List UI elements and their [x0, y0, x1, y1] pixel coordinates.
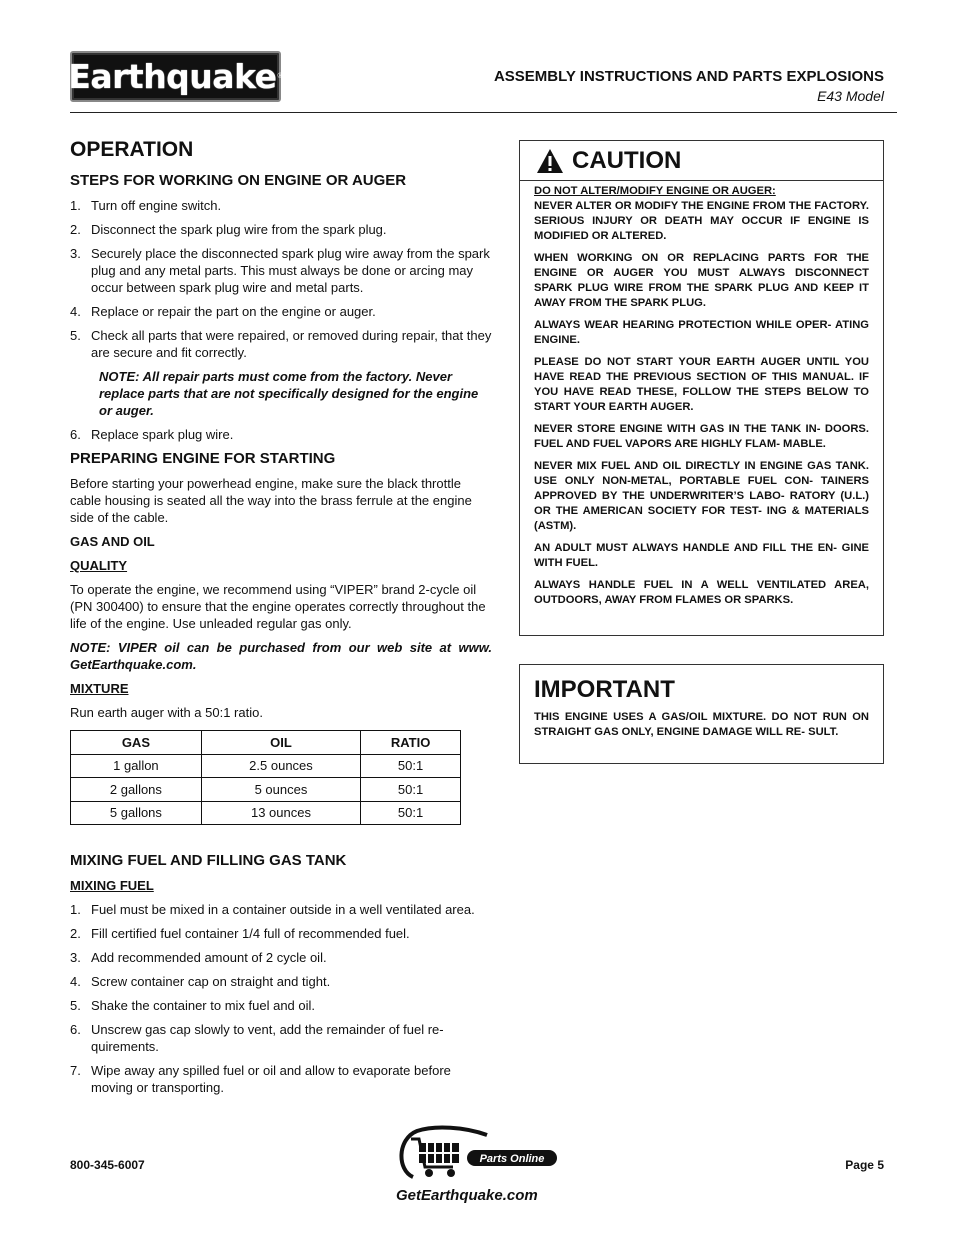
list-item: [70, 303, 492, 320]
table-cell: 1 gallon: [71, 754, 202, 778]
step-number: 5.: [70, 328, 81, 343]
step-text: Shake the container to mix fuel and oil.: [91, 998, 316, 1013]
list-item: [70, 426, 492, 443]
footer-phone: 800-345-6007: [70, 1158, 145, 1172]
step-text: Screw container cap on straight and tight.: [91, 974, 331, 989]
gas-oil-heading: GAS AND OIL: [70, 534, 155, 549]
registered-mark: ®: [277, 73, 283, 80]
caution-paragraph: ALWAYS HANDLE FUEL IN A WELL VENTILATED AREA, OUTDOORS, AWAY FROM FLAMES OR SPARKS.: [534, 579, 869, 606]
repair-parts-note: NOTE: All repair parts must come from the factory. Never replace parts that are not specifically designed for the engine or auger.: [99, 369, 479, 418]
step-number: 1.: [70, 902, 81, 917]
table-header-row: [71, 731, 461, 755]
steps-heading: STEPS FOR WORKING ON ENGINE OR AUGER: [70, 172, 407, 189]
warning-triangle-icon: [536, 148, 564, 174]
operation-title: OPERATION: [70, 138, 194, 161]
list-item: [70, 925, 492, 942]
step-text: Add recommended amount of 2 cycle oil.: [91, 950, 327, 965]
list-item: [70, 1062, 492, 1096]
step-number: 2.: [70, 926, 81, 941]
caution-paragraph: ALWAYS WEAR HEARING PROTECTION WHILE OPER- ATING ENGINE.: [534, 319, 869, 346]
table-cell: 2 gallons: [71, 778, 202, 802]
list-item: [70, 949, 492, 966]
list-item: [70, 901, 492, 918]
list-item: [70, 1021, 492, 1055]
caution-paragraph: AN ADULT MUST ALWAYS HANDLE AND FILL THE EN- GINE WITH FUEL.: [534, 542, 869, 569]
caution-box: [519, 140, 884, 636]
caution-paragraph: [534, 184, 869, 244]
step-text: Wipe away any spilled fuel or oil and allow to evaporate before moving or transporting.: [91, 1063, 451, 1095]
important-text: THIS ENGINE USES A GAS/OIL MIXTURE. DO NOT RUN ON STRAIGHT GAS ONLY, ENGINE DAMAGE WILL RE- SULT.: [534, 711, 869, 738]
column-header: OIL: [201, 731, 360, 755]
footer-url[interactable]: GetEarthquake.com: [396, 1187, 538, 1204]
header-model: E43 Model: [817, 88, 884, 104]
step-text: Replace or repair the part on the engine or auger.: [91, 304, 376, 319]
page-number: Page 5: [845, 1158, 884, 1172]
table-row: [71, 754, 461, 778]
caution-first-text: NEVER ALTER OR MODIFY THE ENGINE FROM THE FACTORY. SERIOUS INJURY OR DEATH MAY OCCUR IF ENGINE IS MODIFIED OR ALTERED.: [534, 200, 869, 242]
step-text: Replace spark plug wire.: [91, 427, 234, 442]
step-text: Fuel must be mixed in a container outside in a well ventilated area.: [91, 902, 475, 917]
step-number: 6.: [70, 1022, 81, 1037]
header-divider: [70, 112, 897, 113]
important-title: IMPORTANT: [534, 676, 675, 703]
important-body: [520, 707, 883, 740]
list-item: [70, 973, 492, 990]
step-number: 4.: [70, 974, 81, 989]
list-item: [70, 997, 492, 1014]
step-text: Securely place the disconnected spark plug wire away from the spark plug and any metal parts. This must always be done or arcing may occur between spark plug wire and metal parts.: [91, 246, 490, 295]
step-text: Fill certified fuel container 1/4 full of recommended fuel.: [91, 926, 410, 941]
mix-ratio-table: [70, 730, 461, 825]
table-cell: 5 ounces: [201, 778, 360, 802]
prep-text: Before starting your powerhead engine, make sure the black throttle cable housing is seated all the way into the brass ferrule at the engine side of the cable.: [70, 476, 472, 525]
step-text: Unscrew gas cap slowly to vent, add the remainder of fuel re- quirements.: [91, 1022, 444, 1054]
list-item: [70, 221, 492, 238]
caution-paragraph: PLEASE DO NOT START YOUR EARTH AUGER UNTIL YOU HAVE READ THE PREVIOUS SECTION OF THIS MANUAL. IF YOU HAVE READ THESE, FOLLOW THE STEPS BELOW TO START YOUR EARTH AUGER.: [534, 356, 869, 413]
table-row: [71, 778, 461, 802]
step-text: Turn off engine switch.: [91, 198, 222, 213]
list-item: [70, 197, 492, 214]
caution-paragraph: NEVER STORE ENGINE WITH GAS IN THE TANK IN- DOORS. FUEL AND FUEL VAPORS ARE HIGHLY FLAM- MABLE.: [534, 423, 869, 450]
caution-body: [520, 181, 883, 608]
step-number: 7.: [70, 1063, 81, 1078]
caution-paragraph: NEVER MIX FUEL AND OIL DIRECTLY IN ENGINE GAS TANK. USE ONLY NON-METAL, PORTABLE FUEL CON- TAINERS APPROVED BY THE UNDERWRITER’S LABO- RATORY (U.L.) OR THE AMERICAN SOCIETY FOR TEST- ING & MATERIALS (ASTM).: [534, 460, 869, 532]
brand-name: Earthquake: [68, 57, 277, 96]
parts-online-label: Parts Online: [479, 1153, 545, 1165]
prep-heading: PREPARING ENGINE FOR STARTING: [70, 450, 336, 467]
step-number: 1.: [70, 198, 81, 213]
step-number: 3.: [70, 950, 81, 965]
mixing-fuel-subheading: MIXING FUEL: [70, 878, 154, 893]
caution-header: [520, 141, 883, 181]
step-number: 4.: [70, 304, 81, 319]
table-cell: 50:1: [361, 778, 461, 802]
important-box: [519, 664, 884, 764]
caution-title: CAUTION: [572, 146, 682, 174]
step-number: 6.: [70, 427, 81, 442]
table-cell: 50:1: [361, 801, 461, 825]
mixture-text: Run earth auger with a 50:1 ratio.: [70, 705, 263, 720]
caution-paragraph: WHEN WORKING ON OR REPLACING PARTS FOR THE ENGINE OR AUGER YOU MUST ALWAYS DISCONNECT SPARK PLUG WIRE FROM THE SPARK PLUG AND KEEP IT AWAY FROM THE SPARK PLUG.: [534, 252, 869, 309]
table-cell: 13 ounces: [201, 801, 360, 825]
earthquake-logo: [70, 51, 281, 102]
parts-online-logo: [395, 1125, 560, 1181]
table-cell: 5 gallons: [71, 801, 202, 825]
shopping-cart-icon: [411, 1139, 459, 1177]
quality-text: To operate the engine, we recommend using “VIPER” brand 2-cycle oil (PN 300400) to ensure that the engine operates correctly throughout the life of the engine. Use unleaded regular gas only.: [70, 582, 486, 631]
quality-heading: QUALITY: [70, 558, 128, 573]
mixing-heading: MIXING FUEL AND FILLING GAS TANK: [70, 852, 347, 869]
step-number: 5.: [70, 998, 81, 1013]
step-number: 2.: [70, 222, 81, 237]
operation-column: [70, 138, 492, 1103]
column-header: GAS: [71, 731, 202, 755]
mixture-heading: MIXTURE: [70, 681, 129, 696]
table-cell: 50:1: [361, 754, 461, 778]
step-text: Disconnect the spark plug wire from the spark plug.: [91, 222, 387, 237]
steps-list: [70, 197, 492, 361]
list-item: [70, 327, 492, 361]
viper-note: NOTE: VIPER oil can be purchased from our web site at www. GetEarthquake.com.: [70, 640, 492, 672]
table-row: [71, 801, 461, 825]
header-title: ASSEMBLY INSTRUCTIONS AND PARTS EXPLOSIONS: [493, 68, 884, 85]
caution-first-label: DO NOT ALTER/MODIFY ENGINE OR AUGER:: [534, 185, 776, 197]
steps-list-continued: [70, 426, 492, 443]
table-cell: 2.5 ounces: [201, 754, 360, 778]
step-text: Check all parts that were repaired, or removed during repair, that they are secure and fit correctly.: [91, 328, 492, 360]
mixing-steps-list: [70, 901, 492, 1096]
list-item: [70, 245, 492, 296]
column-header: RATIO: [361, 731, 461, 755]
step-number: 3.: [70, 246, 81, 261]
